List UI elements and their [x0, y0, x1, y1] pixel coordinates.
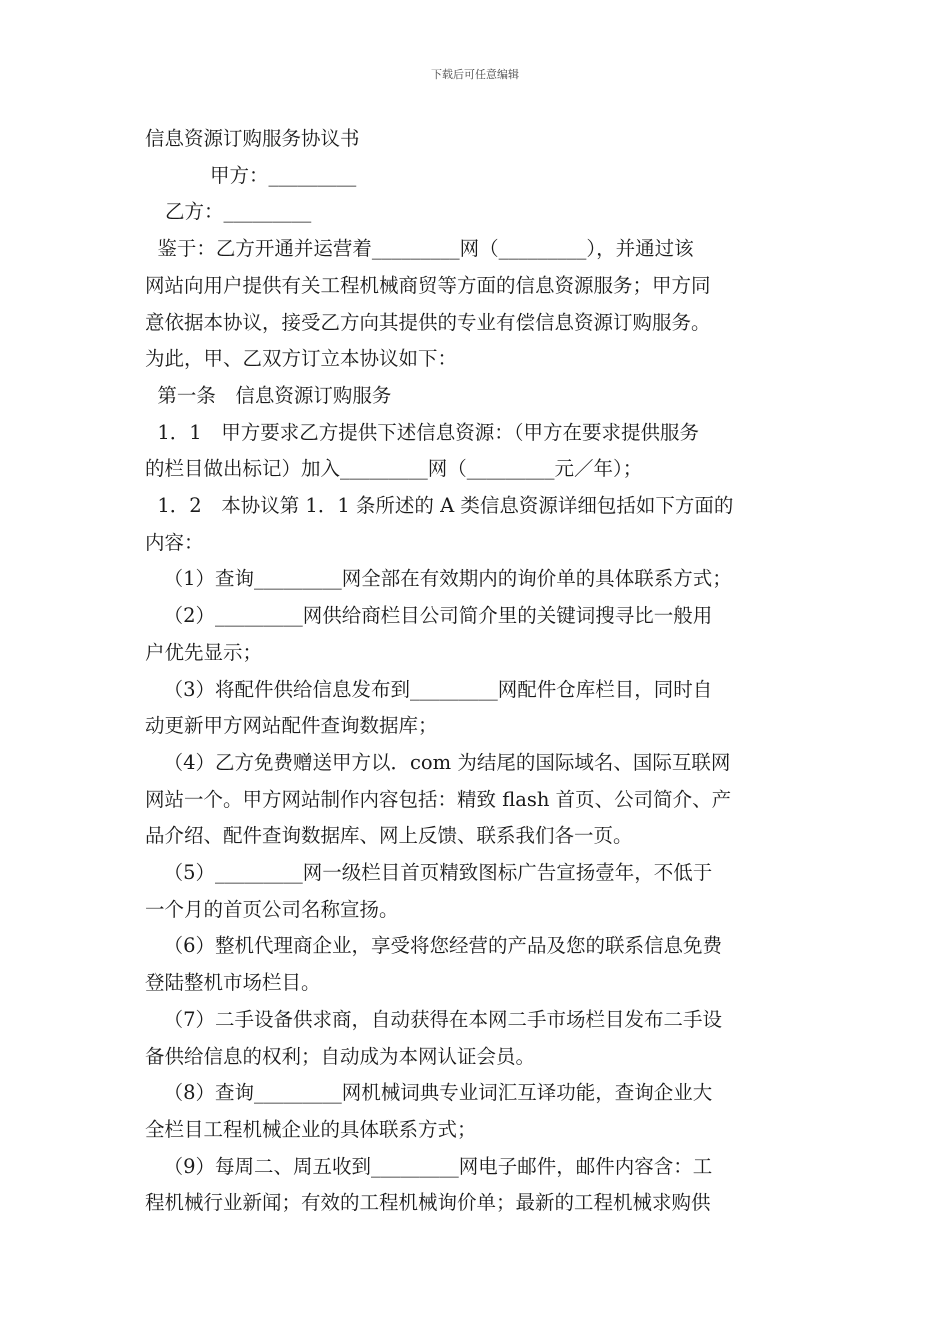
party-a-line: 甲方：_________	[210, 163, 357, 187]
text-line: 内容：	[145, 530, 204, 554]
list-item-line: （1）查询_________网全部在有效期内的询价单的具体联系方式；	[145, 567, 732, 591]
text-line: 意依据本协议，接受乙方向其提供的专业有偿信息资源订购服务。	[145, 310, 711, 334]
list-item-line: （3）将配件供给信息发布到_________网配件仓库栏目，同时自	[145, 677, 713, 701]
text-line: 1．2 本协议第 1．1 条所述的 A 类信息资源详细包括如下方面的	[145, 494, 734, 518]
text-line: 网站一个。甲方网站制作内容包括：精致 flash 首页、公司简介、产	[145, 787, 732, 811]
text-line: 动更新甲方网站配件查询数据库；	[145, 714, 438, 738]
text-line: 一个月的首页公司名称宣扬。	[145, 897, 399, 921]
party-b-line: 乙方：_________	[165, 200, 312, 224]
header-note: 下载后可任意编辑	[431, 68, 519, 81]
text-line: 网站向用户提供有关工程机械商贸等方面的信息资源服务；甲方同	[145, 273, 711, 297]
text-line: 的栏目做出标记）加入_________网（_________元／年）；	[145, 457, 643, 481]
list-item-line: （8）查询_________网机械词典专业词汇互译功能，查询企业大	[145, 1081, 713, 1105]
list-item-line: （9）每周二、周五收到_________网电子邮件，邮件内容含：工	[145, 1154, 713, 1178]
text-line: 备供给信息的权利；自动成为本网认证会员。	[145, 1044, 536, 1068]
list-item-line: （4）乙方免费赠送甲方以．com 为结尾的国际域名、国际互联网	[145, 750, 731, 774]
document-title: 信息资源订购服务协议书	[145, 127, 360, 150]
list-item-line: （5）_________网一级栏目首页精致图标广告宣扬壹年，不低于	[145, 861, 713, 885]
list-item-line: （2）_________网供给商栏目公司简介里的关键词搜寻比一般用	[145, 604, 713, 628]
text-line: 户优先显示；	[145, 640, 263, 664]
text-line: 全栏目工程机械企业的具体联系方式；	[145, 1117, 477, 1141]
text-line: 为此，甲、乙双方订立本协议如下：	[145, 347, 458, 371]
agreement-body	[145, 121, 807, 1222]
text-line: 程机械行业新闻；有效的工程机械询价单；最新的工程机械求购供	[145, 1191, 711, 1215]
text-line: 鉴于：乙方开通并运营着_________网（_________），并通过该	[145, 237, 694, 261]
list-item-line: （6）整机代理商企业，享受将您经营的产品及您的联系信息免费	[145, 934, 723, 958]
text-line: 登陆整机市场栏目。	[145, 971, 321, 995]
section-heading: 第一条 信息资源订购服务	[145, 383, 392, 407]
list-item-line: （7）二手设备供求商，自动获得在本网二手市场栏目发布二手设	[145, 1007, 723, 1031]
text-line: 品介绍、配件查询数据库、网上反馈、联系我们各一页。	[145, 824, 633, 848]
text-line: 1．1 甲方要求乙方提供下述信息资源：（甲方在要求提供服务	[145, 420, 699, 444]
